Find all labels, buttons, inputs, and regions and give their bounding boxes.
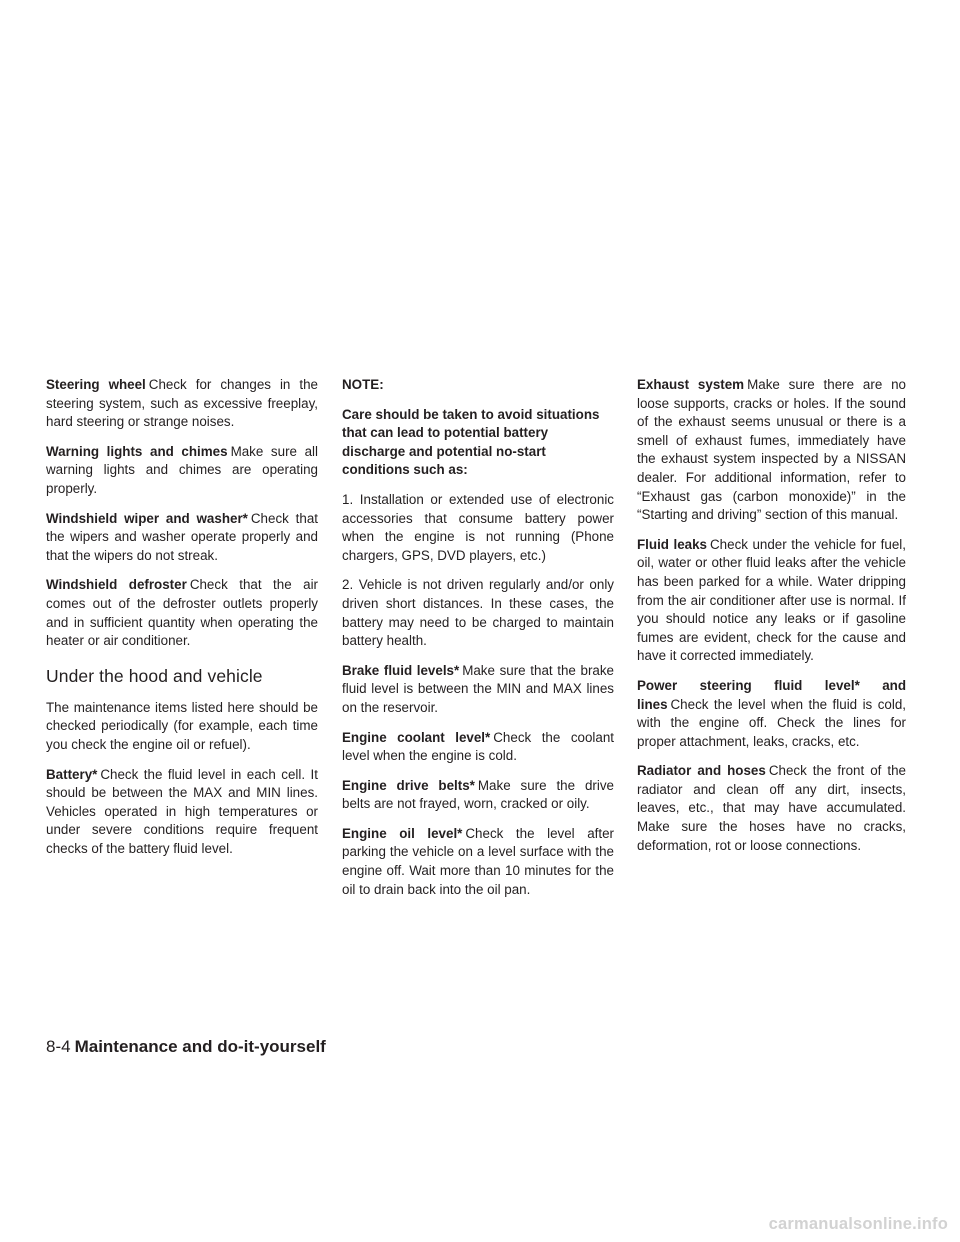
item-text: Make sure that the brake fluid level is between the MIN and MAX lines on the reservoir.: [342, 662, 614, 715]
item-term: Engine drive belts*: [342, 777, 475, 793]
item-term: Windshield wiper and washer*: [46, 510, 248, 526]
item-term: Engine oil level*: [342, 825, 463, 841]
item-text: Check for changes in the steering system, such as excessive freeplay, hard steering or strange noises.: [46, 377, 318, 430]
note-item: 1. Installation or extended use of electronic accessories that consume battery power when the engine is not running (Phone chargers, GPS, DVD players, etc.): [342, 491, 614, 563]
item-term: Radiator and hoses: [637, 763, 766, 779]
item-term: Battery*: [46, 766, 98, 782]
item-fluid-leaks: [637, 536, 906, 666]
column-2: [342, 376, 614, 910]
item-term: Fluid leaks: [637, 536, 707, 552]
item-power-steering: [637, 677, 906, 751]
page-number: 8-4: [46, 1037, 71, 1056]
item-text: Check the level when the fluid is cold, with the engine off. Check the lines for proper attachment, leaks, cracks, etc.: [637, 696, 906, 749]
section-intro: The maintenance items listed here should be checked periodically (for example, each time you check the engine oil or refuel).: [46, 699, 318, 752]
item-battery: [46, 766, 318, 859]
item-windshield-defroster: [46, 576, 318, 650]
item-text: Make sure the drive belts are not frayed, worn, cracked or oily.: [342, 777, 614, 812]
item-text: Check the level after parking the vehicle on a level surface with the engine off. Wait more than 10 minutes for the oil to drain back into the oil pan.: [342, 825, 614, 897]
item-text: Check the fluid level in each cell. It should be between the MAX and MIN lines. Vehicles operated in high temperatures or under severe conditions require frequent checks of the battery fluid level.: [46, 766, 318, 856]
item-radiator-hoses: [637, 762, 906, 855]
item-term: Power steering fluid level* and lines: [637, 677, 906, 712]
item-text: Make sure all warning lights and chimes are operating properly.: [46, 443, 318, 496]
item-exhaust-system: [637, 376, 906, 525]
item-term: Engine coolant level*: [342, 729, 491, 745]
item-term: Steering wheel: [46, 377, 146, 392]
item-warning-lights: [46, 443, 318, 499]
column-3: [637, 376, 906, 866]
item-text: Check that the air comes out of the defroster outlets properly and in sufficient quantity when operating the heater or air conditioner.: [46, 577, 318, 649]
note-lead: Care should be taken to avoid situations that can lead to potential battery discharge and potential no-start conditions such as:: [342, 406, 600, 478]
item-text: Check the front of the radiator and clean off any dirt, insects, leaves, etc., that may have accumulated. Make sure the hoses have no cracks, deformation, rot or loose connections.: [637, 763, 907, 853]
item-engine-drive-belts: [342, 777, 614, 814]
item-term: Windshield defroster: [46, 577, 187, 593]
item-text: Make sure there are no loose supports, cracks or holes. If the sound of the exhaust seems unusual or there is a smell of exhaust fumes, immediately have the exhaust system inspected by a NISSAN dealer. For additional information, refer to “Exhaust gas (carbon monoxide)” in the “Starting and driving” section of this manual.: [637, 377, 907, 523]
item-text: Check the coolant level when the engine is cold.: [342, 729, 614, 764]
item-engine-coolant: [342, 729, 614, 766]
item-term: Exhaust system: [637, 377, 745, 392]
note-item: 2. Vehicle is not driven regularly and/or only driven short distances. In these cases, the battery may need to be charged to maintain battery health.: [342, 577, 614, 649]
note-label: NOTE:: [342, 377, 384, 392]
column-1: [46, 376, 318, 869]
item-steering-wheel: [46, 376, 318, 432]
watermark: carmanualsonline.info: [768, 1215, 948, 1233]
item-term: Brake fluid levels*: [342, 662, 460, 678]
item-engine-oil: [342, 825, 614, 899]
item-text: Check that the wipers and washer operate properly and that the wipers do not streak.: [46, 510, 318, 563]
section-heading: Under the hood and vehicle: [46, 665, 263, 686]
page-footer: [46, 1037, 326, 1057]
item-text: Check under the vehicle for fuel, oil, water or other fluid leaks after the vehicle has been parked for a while. Water dripping from the air conditioner after use is normal. If you should notice any leaks or if gasoline fumes are evident, check for the cause and have it corrected immediately.: [637, 536, 906, 664]
item-windshield-wiper: [46, 510, 318, 566]
chapter-title: Maintenance and do-it-yourself: [74, 1037, 326, 1056]
item-brake-fluid: [342, 662, 614, 718]
item-term: Warning lights and chimes: [46, 443, 228, 459]
